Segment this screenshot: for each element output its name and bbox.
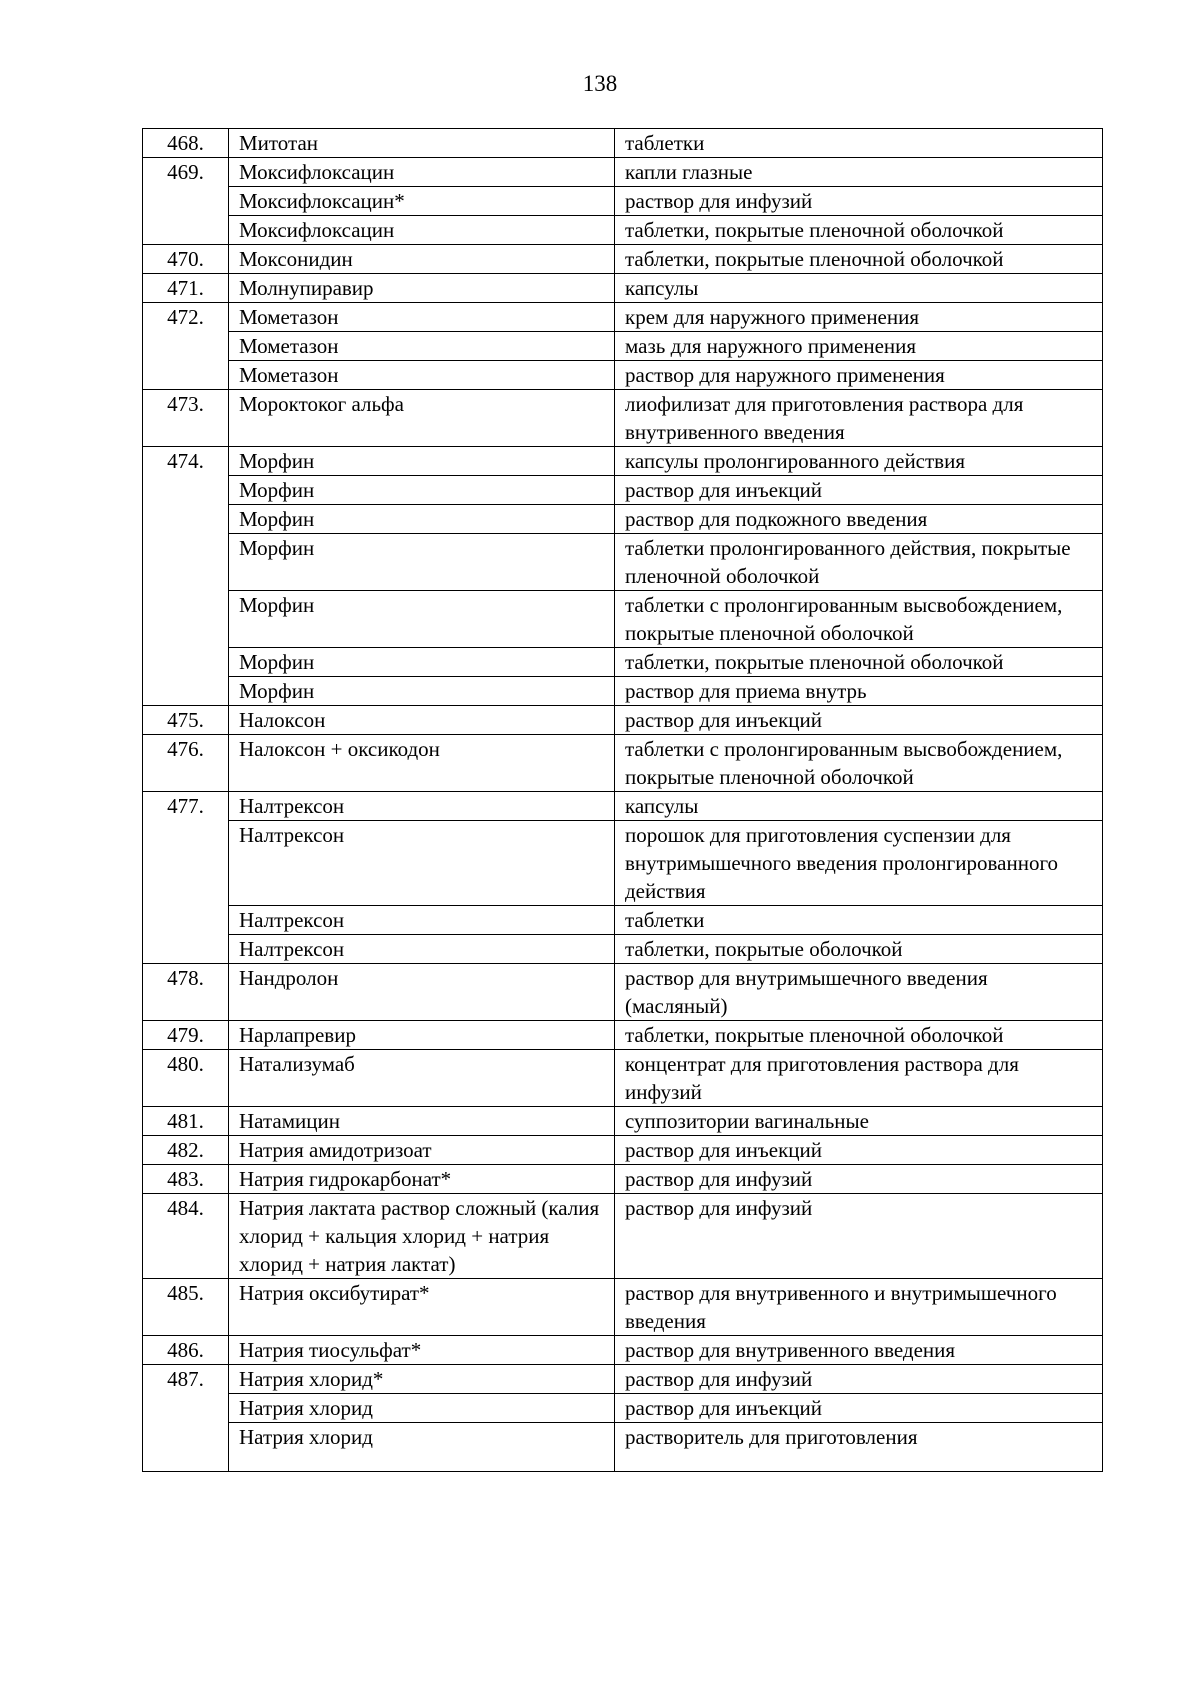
dosage-form: концентрат для приготовления раствора для инфузий <box>615 1050 1103 1107</box>
dosage-form: раствор для инъекций <box>615 476 1103 505</box>
drug-name: Натрия хлорид <box>229 1394 615 1423</box>
table-row <box>143 735 1103 792</box>
drug-name: Моксонидин <box>229 245 615 274</box>
dosage-form: раствор для инфузий <box>615 187 1103 216</box>
table-row <box>143 390 1103 447</box>
row-number: 472. <box>143 303 229 390</box>
drug-name: Морфин <box>229 534 615 591</box>
row-number: 475. <box>143 706 229 735</box>
table-row <box>143 935 1103 964</box>
dosage-form: капли глазные <box>615 158 1103 187</box>
row-number: 481. <box>143 1107 229 1136</box>
drug-name: Налтрексон <box>229 906 615 935</box>
drug-table <box>142 128 1103 1472</box>
dosage-form: таблетки с пролонгированным высвобождением, покрытые пленочной оболочкой <box>615 591 1103 648</box>
drug-name: Морфин <box>229 677 615 706</box>
dosage-form: раствор для приема внутрь <box>615 677 1103 706</box>
table-row <box>143 1394 1103 1423</box>
table-row <box>143 1423 1103 1472</box>
dosage-form: раствор для внутривенного и внутримышечного введения <box>615 1279 1103 1336</box>
dosage-form: раствор для внутривенного введения <box>615 1336 1103 1365</box>
drug-name: Нарлапревир <box>229 1021 615 1050</box>
row-number: 477. <box>143 792 229 964</box>
dosage-form: таблетки <box>615 129 1103 158</box>
drug-name: Морфин <box>229 591 615 648</box>
row-number: 484. <box>143 1194 229 1279</box>
table-row <box>143 476 1103 505</box>
drug-name: Натрия хлорид* <box>229 1365 615 1394</box>
table-row <box>143 505 1103 534</box>
drug-name: Моксифлоксацин <box>229 158 615 187</box>
drug-name: Натрия гидрокарбонат* <box>229 1165 615 1194</box>
drug-name: Налтрексон <box>229 821 615 906</box>
dosage-form: таблетки пролонгированного действия, покрытые пленочной оболочкой <box>615 534 1103 591</box>
table-row <box>143 706 1103 735</box>
row-number: 470. <box>143 245 229 274</box>
drug-name: Митотан <box>229 129 615 158</box>
drug-name: Натрия лактата раствор сложный (калия хлорид + кальция хлорид + натрия хлорид + натрия лактат) <box>229 1194 615 1279</box>
drug-name: Налтрексон <box>229 792 615 821</box>
table-row <box>143 129 1103 158</box>
table-row <box>143 332 1103 361</box>
row-number: 473. <box>143 390 229 447</box>
table-row <box>143 158 1103 187</box>
table-row <box>143 534 1103 591</box>
table-row <box>143 1050 1103 1107</box>
table-row <box>143 821 1103 906</box>
dosage-form: таблетки <box>615 906 1103 935</box>
drug-name: Моксифлоксацин* <box>229 187 615 216</box>
drug-name: Налоксон + оксикодон <box>229 735 615 792</box>
drug-name: Морфин <box>229 505 615 534</box>
dosage-form: растворитель для приготовления <box>615 1423 1103 1472</box>
drug-name: Нандролон <box>229 964 615 1021</box>
row-number: 478. <box>143 964 229 1021</box>
dosage-form: крем для наружного применения <box>615 303 1103 332</box>
table-row <box>143 216 1103 245</box>
dosage-form: таблетки, покрытые пленочной оболочкой <box>615 648 1103 677</box>
dosage-form: раствор для наружного применения <box>615 361 1103 390</box>
dosage-form: раствор для инфузий <box>615 1194 1103 1279</box>
table-row <box>143 1165 1103 1194</box>
drug-name: Натализумаб <box>229 1050 615 1107</box>
dosage-form: таблетки, покрытые оболочкой <box>615 935 1103 964</box>
row-number: 476. <box>143 735 229 792</box>
row-number: 485. <box>143 1279 229 1336</box>
dosage-form: мазь для наружного применения <box>615 332 1103 361</box>
row-number: 480. <box>143 1050 229 1107</box>
row-number: 479. <box>143 1021 229 1050</box>
table-row <box>143 1279 1103 1336</box>
table-row <box>143 245 1103 274</box>
table-row <box>143 1021 1103 1050</box>
dosage-form: таблетки, покрытые пленочной оболочкой <box>615 1021 1103 1050</box>
row-number: 469. <box>143 158 229 245</box>
dosage-form: раствор для инфузий <box>615 1365 1103 1394</box>
row-number: 487. <box>143 1365 229 1472</box>
table-row <box>143 964 1103 1021</box>
row-number: 471. <box>143 274 229 303</box>
table-row <box>143 906 1103 935</box>
dosage-form: порошок для приготовления суспензии для внутримышечного введения пролонгированного действия <box>615 821 1103 906</box>
drug-name: Налоксон <box>229 706 615 735</box>
drug-name: Моксифлоксацин <box>229 216 615 245</box>
dosage-form: суппозитории вагинальные <box>615 1107 1103 1136</box>
table-row <box>143 1194 1103 1279</box>
table-row <box>143 1336 1103 1365</box>
table-row <box>143 303 1103 332</box>
row-number: 474. <box>143 447 229 706</box>
drug-name: Натрия хлорид <box>229 1423 615 1472</box>
dosage-form: таблетки, покрытые пленочной оболочкой <box>615 245 1103 274</box>
table-row <box>143 187 1103 216</box>
drug-name: Натрия оксибутират* <box>229 1279 615 1336</box>
table-row <box>143 1107 1103 1136</box>
dosage-form: таблетки, покрытые пленочной оболочкой <box>615 216 1103 245</box>
dosage-form: раствор для инъекций <box>615 1136 1103 1165</box>
table-row <box>143 274 1103 303</box>
dosage-form: раствор для инъекций <box>615 706 1103 735</box>
drug-table-body <box>143 129 1103 1472</box>
drug-name: Мометазон <box>229 303 615 332</box>
table-row <box>143 792 1103 821</box>
drug-name: Морфин <box>229 648 615 677</box>
dosage-form: лиофилизат для приготовления раствора для внутривенного введения <box>615 390 1103 447</box>
drug-name: Мометазон <box>229 361 615 390</box>
dosage-form: капсулы <box>615 274 1103 303</box>
dosage-form: таблетки с пролонгированным высвобождением, покрытые пленочной оболочкой <box>615 735 1103 792</box>
dosage-form: раствор для инфузий <box>615 1165 1103 1194</box>
drug-name: Молнупиравир <box>229 274 615 303</box>
table-row <box>143 677 1103 706</box>
dosage-form: раствор для внутримышечного введения (масляный) <box>615 964 1103 1021</box>
drug-name: Налтрексон <box>229 935 615 964</box>
drug-name: Мометазон <box>229 332 615 361</box>
drug-name: Натрия амидотризоат <box>229 1136 615 1165</box>
page-number: 138 <box>582 71 618 96</box>
drug-name: Мороктоког альфа <box>229 390 615 447</box>
table-row <box>143 1365 1103 1394</box>
dosage-form: раствор для инъекций <box>615 1394 1103 1423</box>
drug-name: Морфин <box>229 447 615 476</box>
row-number: 468. <box>143 129 229 158</box>
table-row <box>143 361 1103 390</box>
row-number: 482. <box>143 1136 229 1165</box>
table-row <box>143 447 1103 476</box>
dosage-form: раствор для подкожного введения <box>615 505 1103 534</box>
dosage-form: капсулы <box>615 792 1103 821</box>
table-row <box>143 591 1103 648</box>
dosage-form: капсулы пролонгированного действия <box>615 447 1103 476</box>
drug-name: Натамицин <box>229 1107 615 1136</box>
table-row <box>143 1136 1103 1165</box>
drug-name: Натрия тиосульфат* <box>229 1336 615 1365</box>
row-number: 486. <box>143 1336 229 1365</box>
drug-name: Морфин <box>229 476 615 505</box>
row-number: 483. <box>143 1165 229 1194</box>
table-row <box>143 648 1103 677</box>
